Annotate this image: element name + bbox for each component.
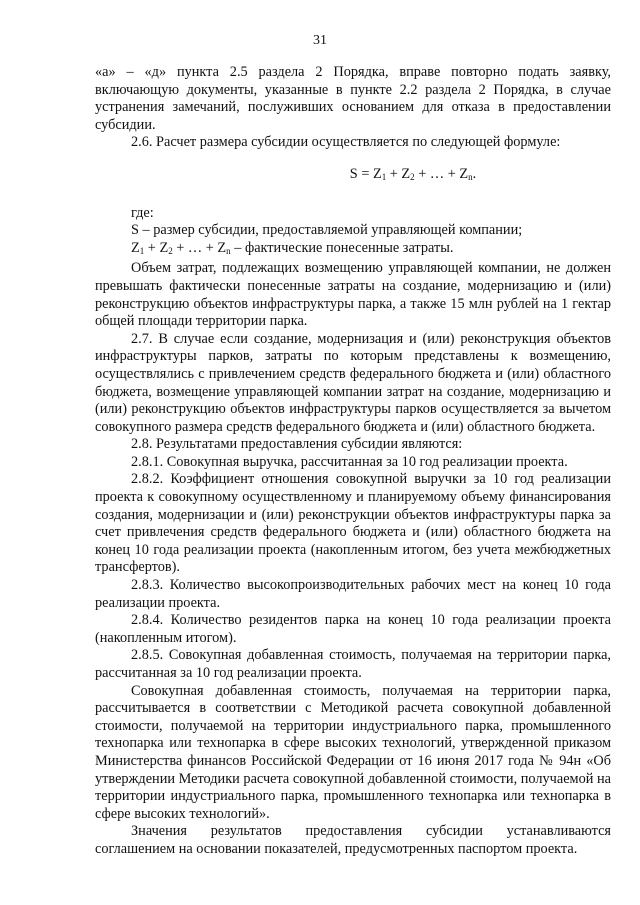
paragraph-2-8: 2.8. Результатами предоставления субсидии являются: xyxy=(131,436,463,453)
paragraph-2-7: 2.7. В случае если создание, модернизация и (или) реконструкция объектов инфраструктуры парков, затраты по которым представлены к возмещению, осуществлялись с привлечением средств федерального бюджета и (или) областного бюджета, возмещение управляющей компании затрат на создание, модернизацию и (или) реконструкцию объектов инфраструктуры парков осуществляется за вычетом совокупного размера средств федерального бюджета и (или) областного бюджета. xyxy=(95,330,611,435)
paragraph-continuation: «а» – «д» пункта 2.5 раздела 2 Порядка, вправе повторно подать заявку, включающую документы, указанные в пункте 2.2 раздела 2 Порядка, в случае устранения замечаний, послуживших основанием для отказа в предоставлении субсидии. xyxy=(95,64,611,133)
def-z-a: Z xyxy=(131,239,140,256)
paragraph-2-8-4: 2.8.4. Количество резидентов парка на конец 10 года реализации проекта (накопленным итогом). xyxy=(95,612,611,646)
def-z-b: + Z xyxy=(144,239,169,256)
formula-end: . xyxy=(472,165,477,182)
def-z-sub-n: n xyxy=(226,245,231,256)
document-body xyxy=(95,64,611,859)
def-z-c: + … + Z xyxy=(172,239,227,256)
formula-sub-2: 2 xyxy=(410,171,415,182)
paragraph-2-8-1: 2.8.1. Совокупная выручка, рассчитанная за 10 год реализации проекта. xyxy=(131,453,568,470)
paragraph-2-8-5: 2.8.5. Совокупная добавленная стоимость, получаемая на территории парка, рассчитанная за 10 год реализации проекта. xyxy=(95,647,611,681)
formula-plus: + Z xyxy=(386,165,411,182)
def-z-sub-1: 1 xyxy=(139,245,145,256)
formula-sub-n: n xyxy=(468,171,473,182)
paragraph-2-6: 2.6. Расчет размера субсидии осуществляется по следующей формуле: xyxy=(131,134,561,151)
page-number: 31 xyxy=(313,33,327,48)
definition-s: S – размер субсидии, предоставляемой управляющей компании; xyxy=(131,222,523,239)
formula-mid: + … + Z xyxy=(414,165,469,182)
paragraph-2-8-2: 2.8.2. Коэффициент отношения совокупной выручки за 10 год реализации проекта к совокупному осуществленному и планируемому объему финансирования создания, модернизации и (или) реконструкции объектов инфраструктуры парка за счет привлечения средств федерального бюджета и (или) областного бюджета на конец 10 года реализации проекта (накопленным итогом, без учета межбюджетных трансфертов). xyxy=(95,471,611,576)
paragraph-2-8-3: 2.8.3. Количество высокопроизводительных рабочих мест на конец 10 года реализации проекта. xyxy=(95,577,611,611)
where-label: где: xyxy=(131,204,154,221)
paragraph-result-values: Значения результатов предоставления субсидии устанавливаются соглашением на основании показателей, предусмотренных паспортом проекта. xyxy=(95,823,611,857)
def-z-d: – фактические понесенные затраты. xyxy=(230,239,454,256)
formula-lhs: S = Z xyxy=(349,165,382,182)
formula-sub-1: 1 xyxy=(381,171,387,182)
paragraph-cost-volume: Объем затрат, подлежащих возмещению управляющей компании, не должен превышать фактически понесенные затраты на создание, модернизацию и (или) реконструкцию объектов инфраструктуры парка, а также 15 млн рублей на 1 гектар общей площади территории парка. xyxy=(95,260,611,330)
subsidy-formula xyxy=(95,166,611,187)
paragraph-added-value: Совокупная добавленная стоимость, получаемая на территории парка, рассчитывается в соответствии с Методикой расчета совокупной добавленной стоимости, получаемой на территории индустриального парка, промышленного технопарка или технопарка в сфере высоких технологий, утвержденной приказом Министерства финансов Российской Федерации от 16 июня 2017 года № 94н «Об утверждении Методики расчета совокупной добавленной стоимости, получаемой на территории индустриального парка, промышленного технопарка или технопарка в сфере высоких технологий». xyxy=(95,682,611,822)
def-z-sub-2: 2 xyxy=(168,245,173,256)
definition-z xyxy=(95,240,611,261)
